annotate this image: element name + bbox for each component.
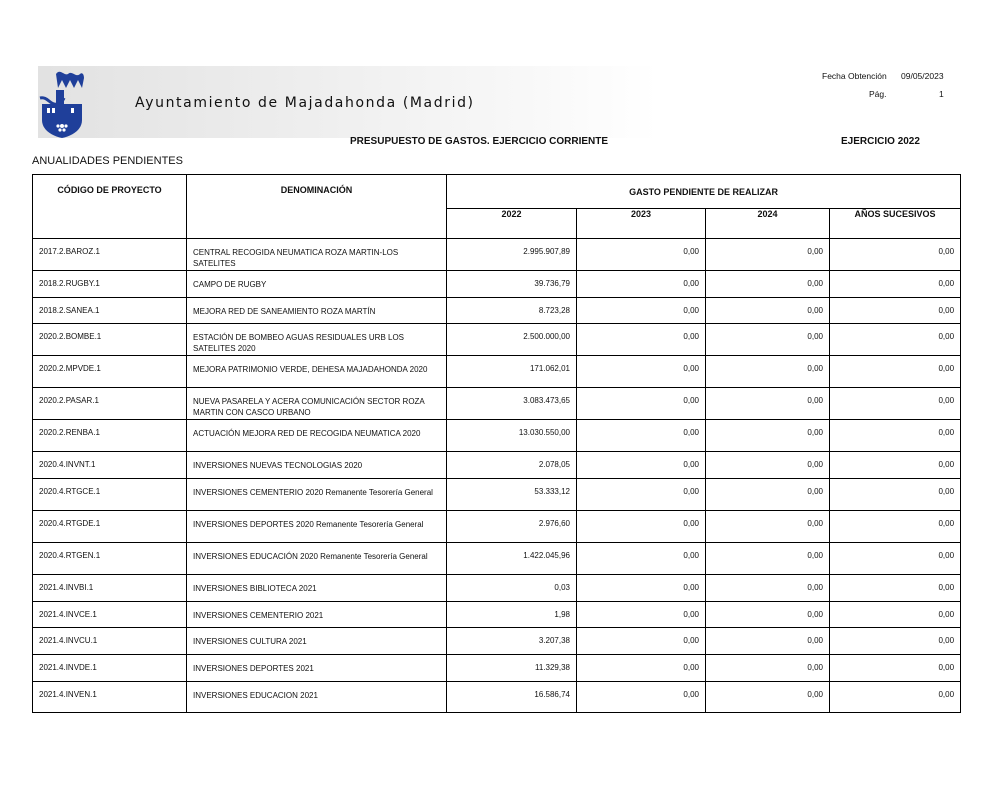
amount-2022: 13.030.550,00	[447, 420, 577, 452]
amount-2022: 3.083.473,65	[447, 388, 577, 420]
amount-anos-sucesivos: 0,00	[830, 511, 961, 543]
amount-2023: 0,00	[577, 543, 706, 575]
amount-2024: 0,00	[706, 298, 830, 324]
project-denomination: CAMPO DE RUGBY	[187, 271, 447, 298]
amount-2022: 2.500.000,00	[447, 324, 577, 356]
amount-anos-sucesivos: 0,00	[830, 602, 961, 628]
project-denomination: INVERSIONES EDUCACION 2021	[187, 682, 447, 713]
amount-2023: 0,00	[577, 575, 706, 602]
project-denomination: ACTUACIÓN MEJORA RED DE RECOGIDA NEUMATICA 2020	[187, 420, 447, 452]
table-row	[33, 479, 961, 511]
page-number: 1	[939, 89, 944, 99]
table-row	[33, 682, 961, 713]
amount-anos-sucesivos: 0,00	[830, 575, 961, 602]
amount-2023: 0,00	[577, 479, 706, 511]
table-row	[33, 420, 961, 452]
amount-anos-sucesivos: 0,00	[830, 324, 961, 356]
project-code: 2017.2.BAROZ.1	[33, 239, 187, 271]
amount-anos-sucesivos: 0,00	[830, 420, 961, 452]
header-gasto-pendiente: GASTO PENDIENTE DE REALIZAR	[447, 175, 961, 209]
amount-anos-sucesivos: 0,00	[830, 356, 961, 388]
amount-2024: 0,00	[706, 452, 830, 479]
amount-2024: 0,00	[706, 324, 830, 356]
amount-2024: 0,00	[706, 511, 830, 543]
project-denomination: INVERSIONES CEMENTERIO 2020 Remanente Tesorería General	[187, 479, 447, 511]
header-codigo: CÓDIGO DE PROYECTO	[33, 175, 187, 239]
table-row	[33, 543, 961, 575]
organization-name: Ayuntamiento de Majadahonda (Madrid)	[135, 95, 475, 111]
project-denomination: INVERSIONES BIBLIOTECA 2021	[187, 575, 447, 602]
amount-2022: 2.078,05	[447, 452, 577, 479]
table-row	[33, 356, 961, 388]
municipal-coat-of-arms-logo	[38, 68, 86, 138]
table-row	[33, 324, 961, 356]
table-row	[33, 298, 961, 324]
header-year-2022: 2022	[447, 209, 577, 239]
amount-2022: 0,03	[447, 575, 577, 602]
project-denomination: INVERSIONES EDUCACIÓN 2020 Remanente Tesorería General	[187, 543, 447, 575]
amount-anos-sucesivos: 0,00	[830, 271, 961, 298]
amount-2023: 0,00	[577, 655, 706, 682]
amount-anos-sucesivos: 0,00	[830, 543, 961, 575]
amount-2024: 0,00	[706, 655, 830, 682]
amount-2023: 0,00	[577, 452, 706, 479]
project-denomination: INVERSIONES CULTURA 2021	[187, 628, 447, 655]
project-denomination: INVERSIONES DEPORTES 2020 Remanente Tesorería General	[187, 511, 447, 543]
project-code: 2020.4.RTGEN.1	[33, 543, 187, 575]
project-code: 2020.4.INVNT.1	[33, 452, 187, 479]
project-denomination: INVERSIONES CEMENTERIO 2021	[187, 602, 447, 628]
amount-2023: 0,00	[577, 298, 706, 324]
table-row	[33, 239, 961, 271]
amount-2023: 0,00	[577, 602, 706, 628]
amount-2023: 0,00	[577, 356, 706, 388]
amount-anos-sucesivos: 0,00	[830, 479, 961, 511]
amount-2024: 0,00	[706, 388, 830, 420]
table-row	[33, 602, 961, 628]
amount-2022: 1,98	[447, 602, 577, 628]
amount-2024: 0,00	[706, 602, 830, 628]
amount-2023: 0,00	[577, 388, 706, 420]
amount-2024: 0,00	[706, 628, 830, 655]
amount-2022: 39.736,79	[447, 271, 577, 298]
amount-2023: 0,00	[577, 271, 706, 298]
table-row	[33, 511, 961, 543]
ejercicio-value: 2022	[897, 136, 920, 147]
fecha-label: Fecha Obtención	[822, 71, 887, 81]
amount-2024: 0,00	[706, 271, 830, 298]
amount-anos-sucesivos: 0,00	[830, 388, 961, 420]
ejercicio	[841, 136, 920, 147]
table-row	[33, 271, 961, 298]
amount-2024: 0,00	[706, 543, 830, 575]
amount-2022: 3.207,38	[447, 628, 577, 655]
amount-anos-sucesivos: 0,00	[830, 682, 961, 713]
amount-2022: 16.586,74	[447, 682, 577, 713]
amount-2024: 0,00	[706, 575, 830, 602]
amount-2022: 171.062,01	[447, 356, 577, 388]
project-code: 2020.2.BOMBE.1	[33, 324, 187, 356]
project-code: 2021.4.INVCE.1	[33, 602, 187, 628]
header-year-2023: 2023	[577, 209, 706, 239]
amount-anos-sucesivos: 0,00	[830, 452, 961, 479]
fecha-value: 09/05/2023	[901, 71, 944, 81]
project-denomination: CENTRAL RECOGIDA NEUMATICA ROZA MARTIN-LOS SATELITES	[187, 239, 447, 271]
amount-anos-sucesivos: 0,00	[830, 298, 961, 324]
project-code: 2018.2.RUGBY.1	[33, 271, 187, 298]
header-year-2024: 2024	[706, 209, 830, 239]
amount-2023: 0,00	[577, 511, 706, 543]
table-row	[33, 655, 961, 682]
amount-2023: 0,00	[577, 239, 706, 271]
amount-2022: 1.422.045,96	[447, 543, 577, 575]
amount-2024: 0,00	[706, 420, 830, 452]
project-denomination: MEJORA RED DE SANEAMIENTO ROZA MARTÍN	[187, 298, 447, 324]
project-code: 2021.4.INVCU.1	[33, 628, 187, 655]
project-denomination: INVERSIONES DEPORTES 2021	[187, 655, 447, 682]
amount-2024: 0,00	[706, 239, 830, 271]
amount-2024: 0,00	[706, 682, 830, 713]
project-denomination: NUEVA PASARELA Y ACERA COMUNICACIÓN SECTOR ROZA MARTIN CON CASCO URBANO	[187, 388, 447, 420]
amount-anos-sucesivos: 0,00	[830, 628, 961, 655]
amount-2022: 2.995.907,89	[447, 239, 577, 271]
project-code: 2020.4.RTGDE.1	[33, 511, 187, 543]
amount-2023: 0,00	[577, 324, 706, 356]
amount-2022: 2.976,60	[447, 511, 577, 543]
table-body	[33, 239, 961, 713]
project-code: 2020.4.RTGCE.1	[33, 479, 187, 511]
project-denomination: INVERSIONES NUEVAS TECNOLOGIAS 2020	[187, 452, 447, 479]
header-denominacion: DENOMINACIÓN	[187, 175, 447, 239]
project-denomination: ESTACIÓN DE BOMBEO AGUAS RESIDUALES URB LOS SATELITES 2020	[187, 324, 447, 356]
section-title: ANUALIDADES PENDIENTES	[32, 155, 183, 167]
header-anos-sucesivos: AÑOS SUCESIVOS	[830, 209, 961, 239]
amount-2023: 0,00	[577, 420, 706, 452]
table-row	[33, 628, 961, 655]
project-code: 2020.2.PASAR.1	[33, 388, 187, 420]
project-code: 2018.2.SANEA.1	[33, 298, 187, 324]
project-code: 2020.2.RENBA.1	[33, 420, 187, 452]
project-code: 2020.2.MPVDE.1	[33, 356, 187, 388]
table-row	[33, 388, 961, 420]
amount-anos-sucesivos: 0,00	[830, 655, 961, 682]
amount-2022: 53.333,12	[447, 479, 577, 511]
amount-2023: 0,00	[577, 628, 706, 655]
ejercicio-label: EJERCICIO	[841, 136, 895, 147]
project-denomination: MEJORA PATRIMONIO VERDE, DEHESA MAJADAHONDA 2020	[187, 356, 447, 388]
report-title: PRESUPUESTO DE GASTOS. EJERCICIO CORRIENTE	[350, 136, 609, 147]
table-row	[33, 452, 961, 479]
amount-2024: 0,00	[706, 479, 830, 511]
amount-anos-sucesivos: 0,00	[830, 239, 961, 271]
page-label: Pág.	[869, 89, 887, 99]
amount-2022: 11.329,38	[447, 655, 577, 682]
amount-2022: 8.723,28	[447, 298, 577, 324]
budget-table	[32, 174, 961, 713]
project-code: 2021.4.INVBI.1	[33, 575, 187, 602]
table-row	[33, 575, 961, 602]
project-code: 2021.4.INVEN.1	[33, 682, 187, 713]
project-code: 2021.4.INVDE.1	[33, 655, 187, 682]
amount-2023: 0,00	[577, 682, 706, 713]
amount-2024: 0,00	[706, 356, 830, 388]
